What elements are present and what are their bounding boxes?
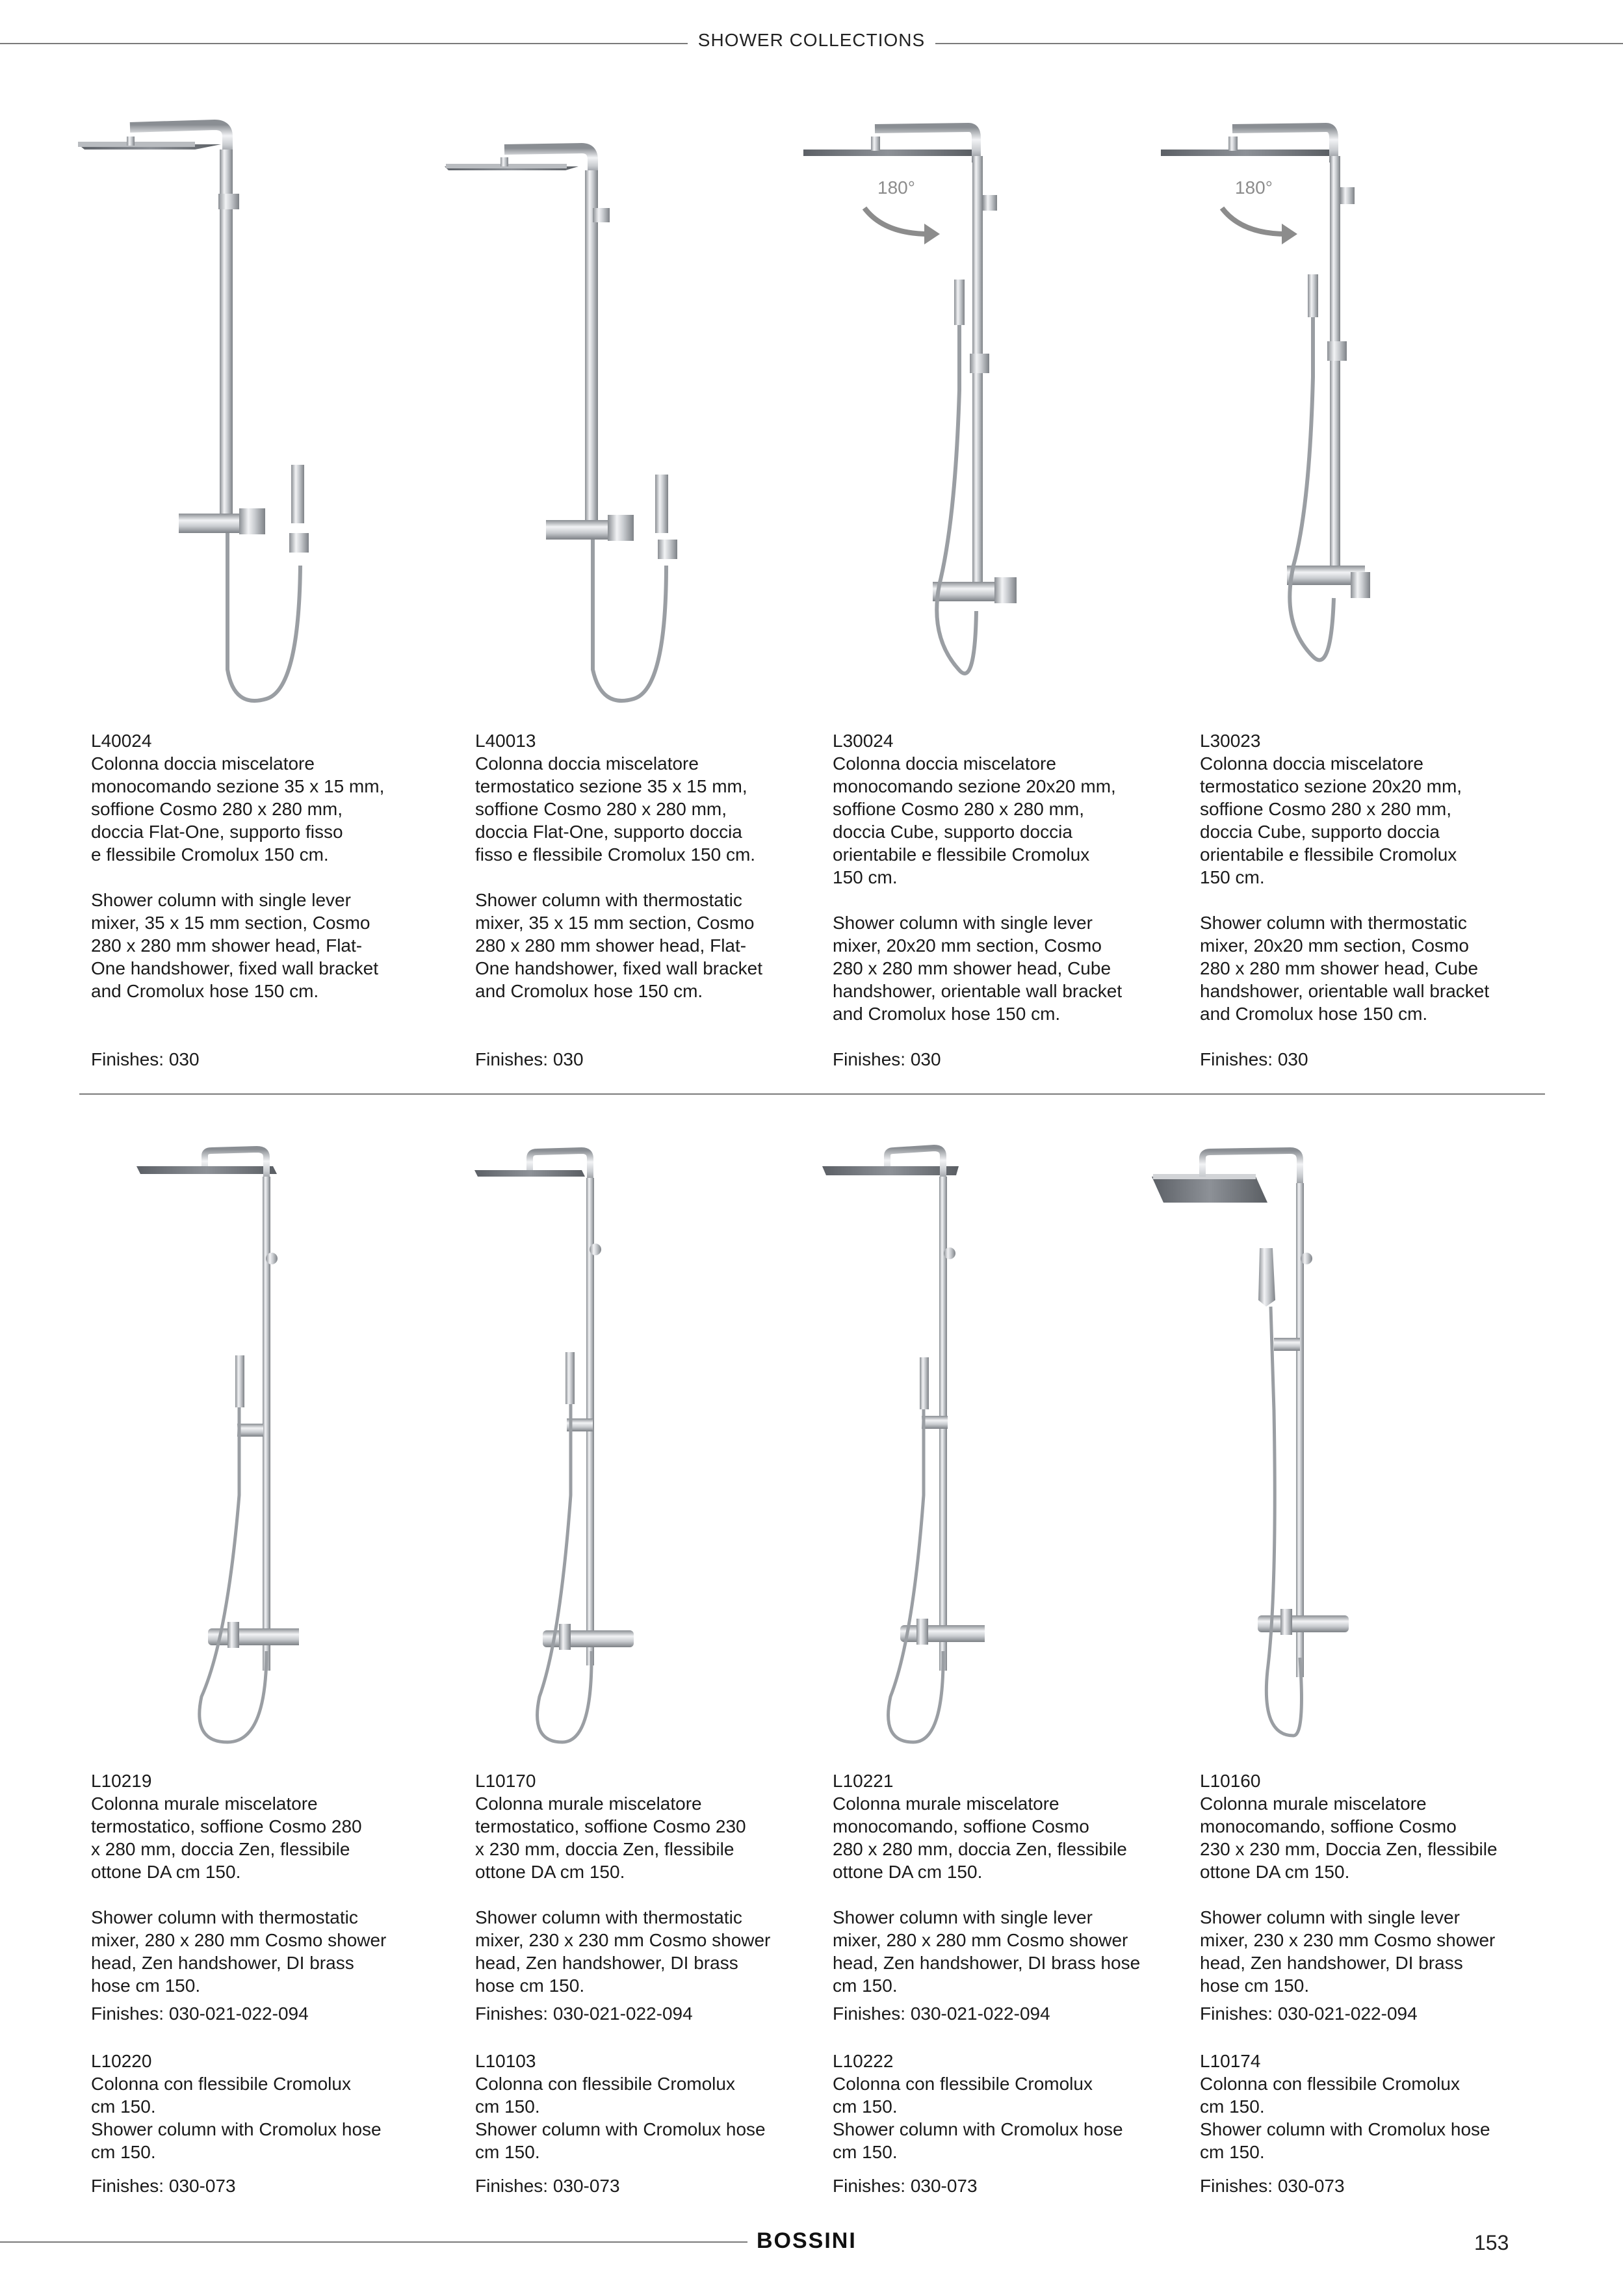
page-number: 153 bbox=[1474, 2231, 1509, 2254]
description-italian: Colonna doccia miscelatore termostatico sezione 20x20 mm, soffione Cosmo 280 x 280 mm, doccia Cube, supporto doccia orientabile e flessibile Cromolux 150 cm. bbox=[1200, 753, 1462, 887]
product-L10170 bbox=[475, 1769, 787, 2197]
finishes: Finishes: 030-021-022-094 bbox=[833, 2003, 1050, 2024]
product-code: L10219 bbox=[91, 1771, 152, 1791]
header-title-text: SHOWER COLLECTIONS bbox=[688, 30, 935, 50]
description-italian: Colonna murale miscelatore termostatico, soffione Cosmo 230 x 230 mm, doccia Zen, flessibile ottone DA cm 150. bbox=[475, 1794, 746, 1882]
description-italian: Colonna doccia miscelatore monocomando sezione 35 x 15 mm, soffione Cosmo 280 x 280 mm, doccia Flat-One, supporto fisso e flessibile Cromolux 150 cm. bbox=[91, 753, 385, 865]
finishes: Finishes: 030 bbox=[91, 1049, 200, 1069]
description-italian: Colonna murale miscelatore monocomando, soffione Cosmo 230 x 230 mm, Doccia Zen, flessibile ottone DA cm 150. bbox=[1200, 1794, 1498, 1882]
footer-rule bbox=[0, 2241, 747, 2243]
product-L10160 bbox=[1200, 1769, 1512, 2197]
shower-column-image-L10219 bbox=[130, 1144, 299, 1755]
product-L40013 bbox=[475, 729, 787, 1071]
rotation-label-left: 180° bbox=[877, 177, 915, 198]
product-code: L40024 bbox=[91, 731, 152, 751]
shower-column-image-L40024 bbox=[65, 111, 344, 715]
product-code-secondary: L10103 bbox=[475, 2051, 536, 2071]
product-code: L30024 bbox=[833, 731, 894, 751]
description-english: Shower column with single lever mixer, 35 x 15 mm section, Cosmo 280 x 280 mm shower head, Flat- One handshower, fixed wall bracket and Cromolux hose 150 cm. bbox=[91, 890, 379, 1001]
product-code-secondary: L10174 bbox=[1200, 2051, 1261, 2071]
finishes-secondary: Finishes: 030-073 bbox=[1200, 2176, 1345, 2196]
product-code: L40013 bbox=[475, 731, 536, 751]
product-code-secondary: L10222 bbox=[833, 2051, 894, 2071]
description-english: Shower column with thermostatic mixer, 35 x 15 mm section, Cosmo 280 x 280 mm shower head, Flat- One handshower, fixed wall bracket and Cromolux hose 150 cm. bbox=[475, 890, 763, 1001]
product-L40024 bbox=[91, 729, 403, 1071]
brand-logo: BOSSINI bbox=[747, 2228, 866, 2254]
product-code: L10221 bbox=[833, 1771, 894, 1791]
product-L30024 bbox=[833, 729, 1145, 1071]
product-L10221 bbox=[833, 1769, 1145, 2197]
finishes-secondary: Finishes: 030-073 bbox=[91, 2176, 236, 2196]
description-italian: Colonna doccia miscelatore termostatico sezione 35 x 15 mm, soffione Cosmo 280 x 280 mm, doccia Flat-One, supporto doccia fisso e flessibile Cromolux 150 cm. bbox=[475, 753, 756, 865]
product-code: L10160 bbox=[1200, 1771, 1261, 1791]
shower-column-image-L30023 bbox=[1157, 117, 1436, 702]
description-english: Shower column with single lever mixer, 20x20 mm section, Cosmo 280 x 280 mm shower head, Cube handshower, orientable wall bracket and Cromolux hose 150 cm. bbox=[833, 913, 1123, 1024]
description-secondary: Colonna con flessibile Cromolux cm 150. Shower column with Cromolux hose cm 150. bbox=[475, 2074, 766, 2162]
description-english: Shower column with thermostatic mixer, 230 x 230 mm Cosmo shower head, Zen handshower, DI brass hose cm 150. bbox=[475, 1907, 771, 1996]
product-code: L30023 bbox=[1200, 731, 1261, 751]
description-secondary: Colonna con flessibile Cromolux cm 150. Shower column with Cromolux hose cm 150. bbox=[91, 2074, 382, 2162]
finishes: Finishes: 030 bbox=[833, 1049, 941, 1069]
product-L30023 bbox=[1200, 729, 1512, 1071]
section-divider bbox=[79, 1093, 1545, 1095]
shower-column-image-L30024 bbox=[799, 117, 1079, 702]
shower-column-image-L10221 bbox=[816, 1144, 985, 1755]
description-secondary: Colonna con flessibile Cromolux cm 150. Shower column with Cromolux hose cm 150. bbox=[833, 2074, 1123, 2162]
product-code: L10170 bbox=[475, 1771, 536, 1791]
description-english: Shower column with single lever mixer, 280 x 280 mm Cosmo shower head, Zen handshower, DI brass hose cm 150. bbox=[833, 1907, 1141, 1996]
description-english: Shower column with thermostatic mixer, 20x20 mm section, Cosmo 280 x 280 mm shower head, Cube handshower, orientable wall bracket and Cromolux hose 150 cm. bbox=[1200, 913, 1490, 1024]
finishes: Finishes: 030-021-022-094 bbox=[475, 2003, 693, 2024]
finishes: Finishes: 030-021-022-094 bbox=[1200, 2003, 1418, 2024]
rotation-label-right: 180° bbox=[1235, 177, 1273, 198]
finishes: Finishes: 030 bbox=[475, 1049, 584, 1069]
shower-column-image-L10170 bbox=[468, 1144, 637, 1755]
description-italian: Colonna murale miscelatore termostatico, soffione Cosmo 280 x 280 mm, doccia Zen, flessibile ottone DA cm 150. bbox=[91, 1794, 362, 1882]
description-english: Shower column with thermostatic mixer, 280 x 280 mm Cosmo shower head, Zen handshower, DI brass hose cm 150. bbox=[91, 1907, 387, 1996]
product-code-secondary: L10220 bbox=[91, 2051, 152, 2071]
finishes-secondary: Finishes: 030-073 bbox=[475, 2176, 620, 2196]
finishes-secondary: Finishes: 030-073 bbox=[833, 2176, 978, 2196]
description-secondary: Colonna con flessibile Cromolux cm 150. Shower column with Cromolux hose cm 150. bbox=[1200, 2074, 1490, 2162]
finishes: Finishes: 030 bbox=[1200, 1049, 1308, 1069]
finishes: Finishes: 030-021-022-094 bbox=[91, 2003, 309, 2024]
description-italian: Colonna murale miscelatore monocomando, soffione Cosmo 280 x 280 mm, doccia Zen, flessibile ottone DA cm 150. bbox=[833, 1794, 1127, 1882]
page-header bbox=[0, 30, 1623, 51]
shower-column-image-L40013 bbox=[442, 137, 721, 709]
shower-column-image-L10160 bbox=[1144, 1138, 1352, 1755]
description-english: Shower column with single lever mixer, 230 x 230 mm Cosmo shower head, Zen handshower, DI brass hose cm 150. bbox=[1200, 1907, 1496, 1996]
product-L10219 bbox=[91, 1769, 403, 2197]
description-italian: Colonna doccia miscelatore monocomando sezione 20x20 mm, soffione Cosmo 280 x 280 mm, doccia Cube, supporto doccia orientabile e flessibile Cromolux 150 cm. bbox=[833, 753, 1116, 887]
